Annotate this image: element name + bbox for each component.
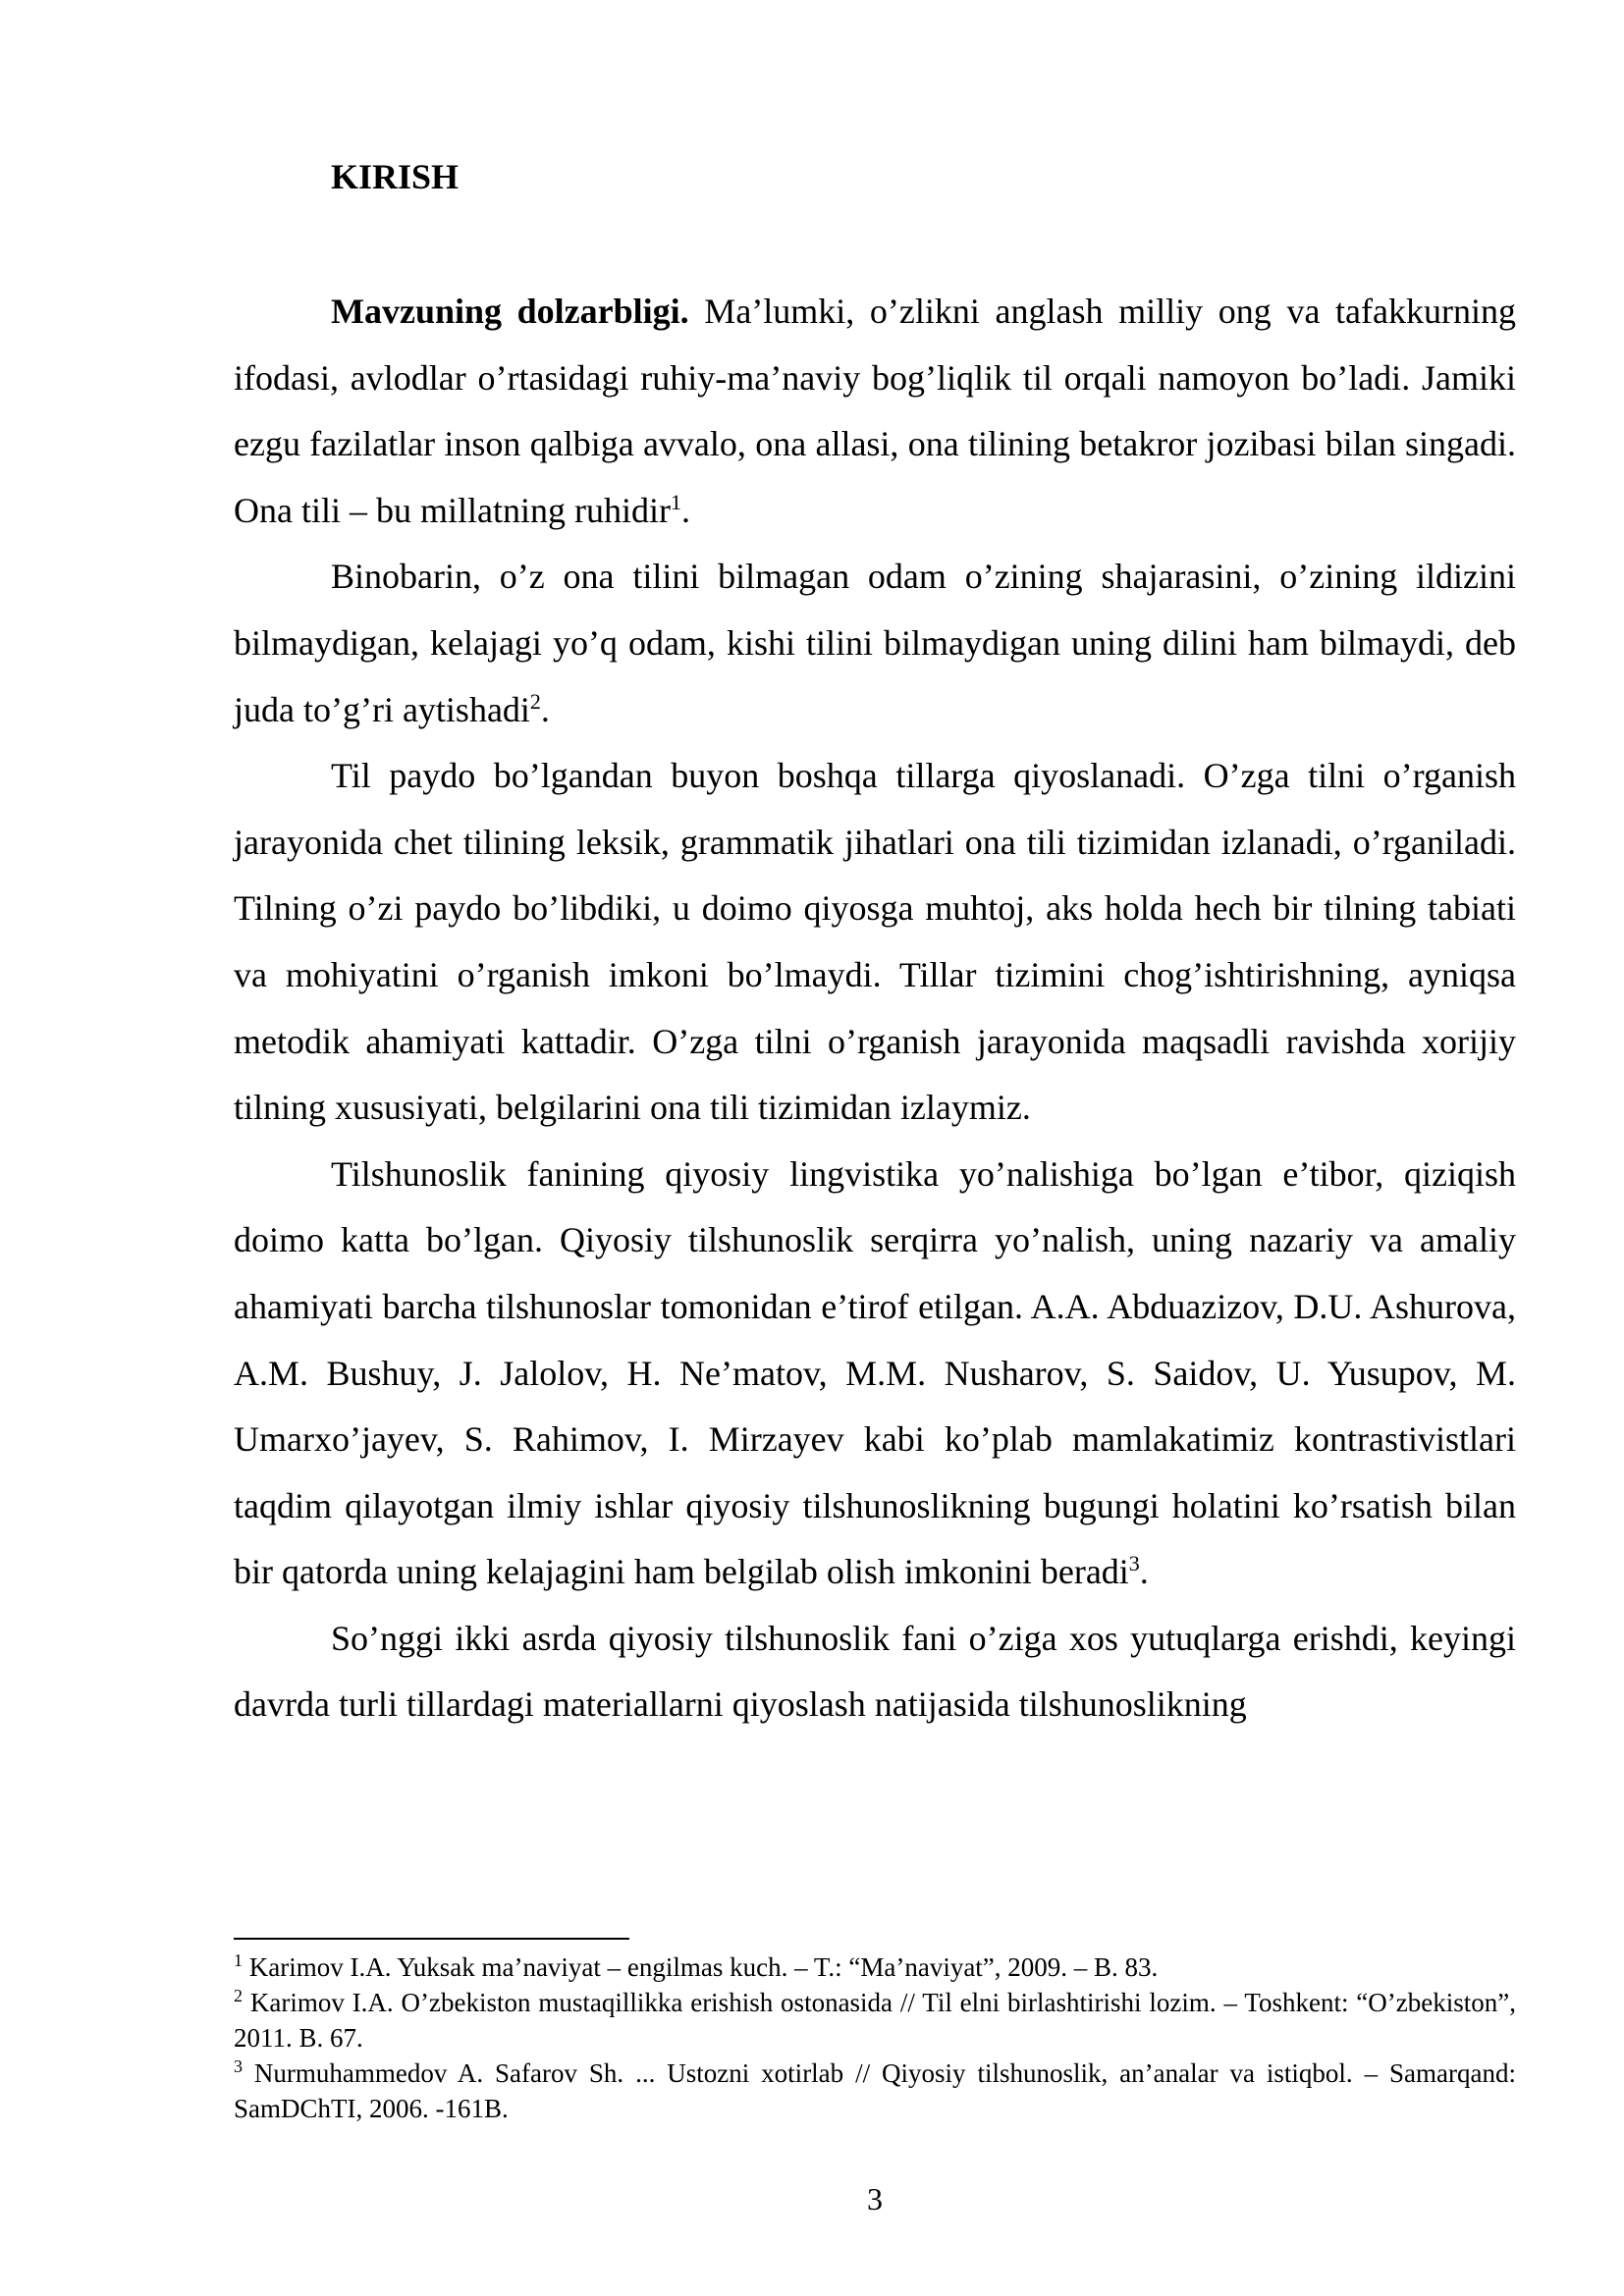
footnote-ref[interactable]: 3 xyxy=(1128,1551,1140,1576)
paragraph-songgi xyxy=(234,1606,1516,1738)
footnote-number: 2 xyxy=(234,1986,243,2005)
paragraph-text: So’nggi ikki asrda qiyosiy tilshunoslik fani o’ziga xos yutuqlarga erishdi, keyingi davrda turli tillardagi materiallarni qiyoslash natijasida tilshunoslikning xyxy=(234,1618,1516,1725)
paragraph-text: Til paydo bo’lgandan buyon boshqa tillarga qiyoslanadi. O’zga tilni o’rganish jarayonida chet tilining leksik, grammatik jihatlari ona tili tizimidan izlanadi, o’rganiladi. Tilning o’zi paydo bo’libdiki, u doimo qiyosga muhtoj, aks holda hech bir tilning tabiati va mohiyatini o’rganish imkoni bo’lmaydi. Tillar tizimini chog’ishtirishning, ayniqsa metodik ahamiyati kattadir. O’zga tilni o’rganish jarayonida maqsadli ravishda xorijiy tilning xususiyati, belgilarini ona tili tizimidan izlaymiz. xyxy=(234,756,1516,1128)
footnote-number: 3 xyxy=(234,2056,243,2076)
footnotes xyxy=(234,1949,1516,2126)
paragraph-relevance xyxy=(234,279,1516,544)
footnote-ref[interactable]: 1 xyxy=(670,489,681,514)
paragraph-tail: . xyxy=(540,689,550,729)
paragraph-binobarin xyxy=(234,544,1516,743)
section-heading: KIRISH xyxy=(331,157,460,196)
paragraph-lead: Mavzuning dolzarbligi. xyxy=(331,292,689,331)
paragraph-tilshunoslik xyxy=(234,1142,1516,1606)
paragraph-text: Binobarin, o’z ona tilini bilmagan odam o’zining shajarasini, o’zining ildizini bilmaydigan, kelajagi yo’q odam, kishi tilini bilmaydigan uning dilini ham bilmaydi, deb juda to’g’ri aytishadi xyxy=(234,557,1516,729)
page-number: 3 xyxy=(867,2181,883,2216)
footnote-ref[interactable]: 2 xyxy=(529,688,541,714)
footnote-text: Karimov I.A. O’zbekiston mustaqillikka erishish ostonasida // Til elni birlashtirishi lozim. – Toshkent: “O’zbekiston”, 2011. B. 67. xyxy=(234,1988,1516,2053)
footnote-item xyxy=(234,1949,1516,1985)
footnote-separator xyxy=(234,1938,629,1940)
paragraph-text: Ma’lumki, o’zlikni anglash milliy ong va tafakkurning ifodasi, avlodlar o’rtasidagi ruhiy-ma’naviy bog’liqlik til orqali namoyon bo’ladi. Jamiki ezgu fazilatlar inson qalbiga avvalo, ona allasi, ona tilining betakror jozibasi bilan singadi. Ona tili – bu millatning ruhidir xyxy=(234,292,1516,530)
paragraph-tail: . xyxy=(680,490,690,530)
paragraph-til-paydo xyxy=(234,743,1516,1142)
paragraph-tail: . xyxy=(1139,1552,1149,1592)
body-text xyxy=(234,279,1516,1738)
footnote-item xyxy=(234,2056,1516,2126)
paragraph-text: Tilshunoslik fanining qiyosiy lingvistika yo’nalishiga bo’lgan e’tibor, qiziqish doimo katta bo’lgan. Qiyosiy tilshunoslik serqirra yo’nalish, uning nazariy va amaliy ahamiyati barcha tilshunoslar tomonidan e’tirof etilgan. A.A. Abduazizov, D.U. Ashurova, A.M. Bushuy, J. Jalolov, H. Ne’matov, M.M. Nusharov, S. Saidov, U. Yusupov, M. Umarxo’jayev, S. Rahimov, I. Mirzayev kabi ko’plab mamlakatimiz kontrastivistlari taqdim qilayotgan ilmiy ishlar qiyosiy tilshunoslikning bugungi holatini ko’rsatish bilan bir qatorda uning kelajagini ham belgilab olish imkonini beradi xyxy=(234,1153,1516,1592)
footnote-text: Karimov I.A. Yuksak ma’naviyat – engilmas kuch. – T.: “Ma’naviyat”, 2009. – B. 83. xyxy=(243,1952,1159,1982)
footnote-number: 1 xyxy=(234,1950,243,1970)
footnote-item xyxy=(234,1985,1516,2056)
footnote-text: Nurmuhammedov A. Safarov Sh. ... Ustozni xotirlab // Qiyosiy tilshunoslik, an’analar va istiqbol. – Samarqand: SamDChTI, 2006. -161B. xyxy=(234,2058,1516,2123)
